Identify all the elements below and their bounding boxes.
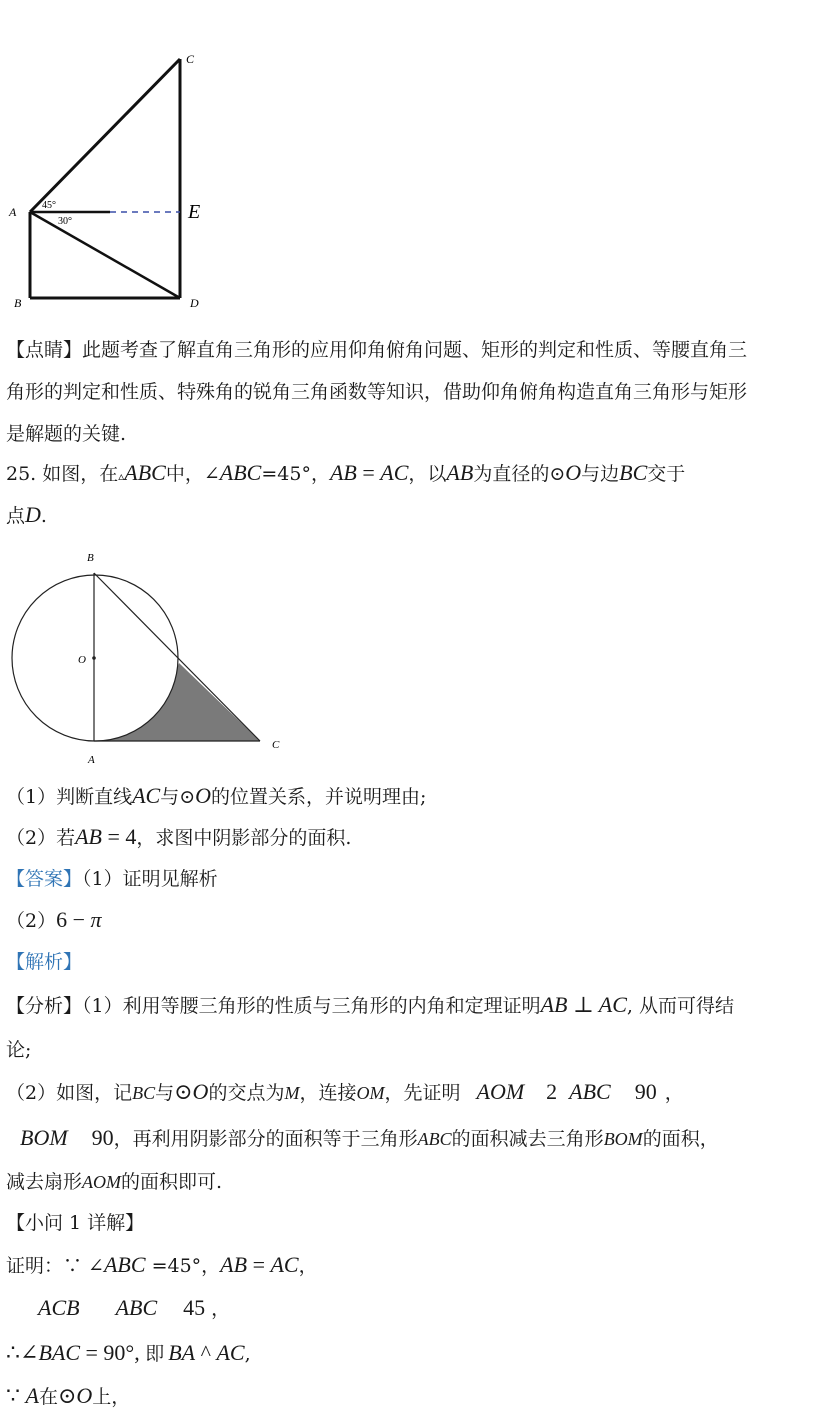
fenxi-post: , 从而可得结 (626, 995, 734, 1017)
pf1-post: ， (298, 1255, 318, 1277)
shaded-region (94, 663, 260, 741)
p2-aom: AOM (476, 1079, 525, 1104)
pf1-eq: =45°， (145, 1255, 221, 1277)
dianjing-line-1: 【点睛】此题考查了解直角三角形的应用仰角俯角问题、矩形的判定和性质、等腰直角三 (6, 339, 748, 361)
label-A: A (9, 205, 17, 219)
p2-two: 2 (546, 1079, 558, 1104)
pf3-ji: 即 (145, 1343, 165, 1365)
subquestion-1 (6, 782, 426, 811)
p2-l3b: 的面积即可. (121, 1171, 223, 1193)
segment-AD (30, 212, 180, 298)
sq2-post: ，求图中阴影部分的面积. (136, 827, 352, 849)
text-eq45: =45°， (261, 463, 330, 485)
p2-bom: BOM (20, 1125, 68, 1150)
label-E: E (188, 201, 201, 223)
answer-line-2 (6, 906, 102, 935)
text-yi: ，以 (408, 463, 447, 485)
text-diameter: 为直径的⊙ (473, 463, 566, 485)
p2-m: M (284, 1083, 300, 1103)
part2-line-3 (6, 1168, 222, 1196)
pf2-post: ， (211, 1298, 231, 1320)
pf2-acb: ACB (38, 1295, 80, 1320)
var-abc: ABC (124, 460, 166, 485)
sq1-ac: AC (132, 783, 161, 808)
label-A: A (88, 754, 95, 766)
p2-pre: （2）如图，记 (6, 1082, 133, 1104)
answer-2-pi: π (90, 907, 102, 932)
fenxi-pre: 【分析】（1）利用等腰三角形的性质与三角形的内角和定理证明 (6, 995, 541, 1017)
analysis-tag: 【解析】 (6, 951, 83, 973)
sq2-pre: （2）若 (6, 827, 76, 849)
pf3-post: , (244, 1343, 251, 1365)
var-d: D (25, 502, 41, 527)
label-D: D (190, 296, 199, 310)
pf4-circ: ⊙O (57, 1383, 93, 1408)
p2-bom2: BOM (603, 1129, 643, 1149)
part2-line-1 (6, 1078, 684, 1107)
pf4-a: A (25, 1383, 39, 1408)
pf4-post: 上， (92, 1386, 131, 1408)
var-abc2: ABC (219, 460, 262, 485)
pf3-therefore: ∴∠ (6, 1340, 39, 1365)
p2-l1c: ，连接 (299, 1082, 357, 1104)
p2-ninety2: 90 (91, 1125, 114, 1150)
pf4-because: ∵ (6, 1383, 26, 1408)
p2-ninety: 90 (634, 1079, 657, 1104)
text-bian: 与边 (581, 463, 620, 485)
pf3-bac: BAC (38, 1340, 80, 1365)
pf3-ba: BA (168, 1340, 196, 1365)
pf1-ac: AC (270, 1252, 299, 1277)
label-C: C (186, 52, 195, 66)
pf1-ab: AB (220, 1252, 248, 1277)
text-dian: 点 (6, 505, 26, 527)
label-C: C (272, 739, 280, 751)
pf1-eq2: = (247, 1252, 271, 1277)
p2-l2c: 的面积， (642, 1128, 719, 1150)
pf1-angle: ∠ (88, 1255, 104, 1277)
answer-1: （1）证明见解析 (82, 868, 218, 890)
p2-aom2: AOM (82, 1172, 122, 1192)
var-bc: BC (619, 460, 648, 485)
pf1-pre: 证明：∵ (6, 1255, 89, 1277)
proof-line-2 (6, 1294, 230, 1323)
triangle-symbol: ▵ (118, 469, 125, 483)
p2-l2b: 的面积减去三角形 (451, 1128, 604, 1150)
p2-l1b: 的交点为 (208, 1082, 285, 1104)
answer-2-val: 6 − (56, 907, 91, 932)
figure-circle-shaded (0, 545, 300, 770)
sq1-post: 的位置关系，并说明理由; (211, 786, 427, 808)
pf2-abc: ABC (115, 1295, 158, 1320)
sq2-eq4: = 4 (101, 824, 137, 849)
center-point (92, 656, 96, 660)
proof-line-3 (6, 1339, 251, 1368)
angle-30-label: 30° (58, 216, 72, 227)
figure-angle-of-elevation (0, 45, 240, 315)
pf3-perp: ^ (195, 1340, 217, 1365)
problem-25-line-1 (6, 459, 685, 490)
var-o: O (565, 460, 582, 485)
var-ab2: AB (446, 460, 474, 485)
proof-line-1 (6, 1251, 318, 1280)
sq1-mid: 与⊙ (160, 786, 196, 808)
angle-45-label: 45° (42, 200, 56, 211)
var-ac: AC (380, 460, 409, 485)
text-period: . (40, 505, 47, 527)
var-ab: AB (329, 460, 357, 485)
pf2-45: 45 (183, 1295, 206, 1320)
label-B: B (87, 552, 94, 564)
answer-line-1 (6, 865, 218, 893)
p2-l1a: 与 (155, 1082, 175, 1104)
p2-comma: ， (664, 1082, 684, 1104)
p2-l3a: 减去扇形 (6, 1171, 83, 1193)
sq1-o: O (195, 783, 212, 808)
fenxi-perp: AB ⊥ AC (540, 992, 627, 1017)
p2-abc: ABC (569, 1079, 611, 1104)
problem-25-line-2 (6, 501, 47, 530)
proof-line-4 (6, 1382, 130, 1411)
p2-circ: ⊙O (174, 1079, 209, 1104)
sq2-ab: AB (75, 824, 102, 849)
sq1-pre: （1）判断直线 (6, 786, 133, 808)
equals-sign: = (356, 460, 381, 485)
fenxi-line-2: 论; (6, 1039, 32, 1061)
angle-symbol: ∠ (203, 463, 220, 485)
text-jiaoyu: 交于 (647, 463, 686, 485)
pf4-zai: 在 (38, 1386, 58, 1408)
p2-abc3: ABC (417, 1129, 452, 1149)
p2-l1d: ，先证明 (384, 1082, 461, 1104)
label-O: O (78, 654, 86, 666)
segment-AC (30, 59, 180, 212)
dianjing-line-3: 是解题的关键. (6, 423, 127, 445)
subquestion-2 (6, 823, 351, 852)
answer-2-pre: （2） (6, 910, 57, 932)
fenxi-line-1 (6, 991, 734, 1020)
dianjing-line-2: 角形的判定和性质、特殊角的锐角三角函数等知识，借助仰角俯角构造直角三角形与矩形 (6, 381, 748, 403)
xiaowen-heading: 【小问 1 详解】 (6, 1212, 145, 1234)
p2-om: OM (356, 1083, 385, 1103)
pf3-ac: AC (216, 1340, 245, 1365)
label-B: B (14, 296, 22, 310)
answer-tag: 【答案】 (6, 868, 83, 890)
pf1-abc: ABC (103, 1252, 146, 1277)
q-num: 25. 如图，在 (6, 463, 119, 485)
p2-bc: BC (132, 1083, 156, 1103)
p2-l2a: ，再利用阴影部分的面积等于三角形 (113, 1128, 418, 1150)
part2-line-2 (6, 1124, 719, 1153)
text-zhong: 中， (165, 463, 204, 485)
pf3-eq: = 90°, (80, 1340, 146, 1365)
